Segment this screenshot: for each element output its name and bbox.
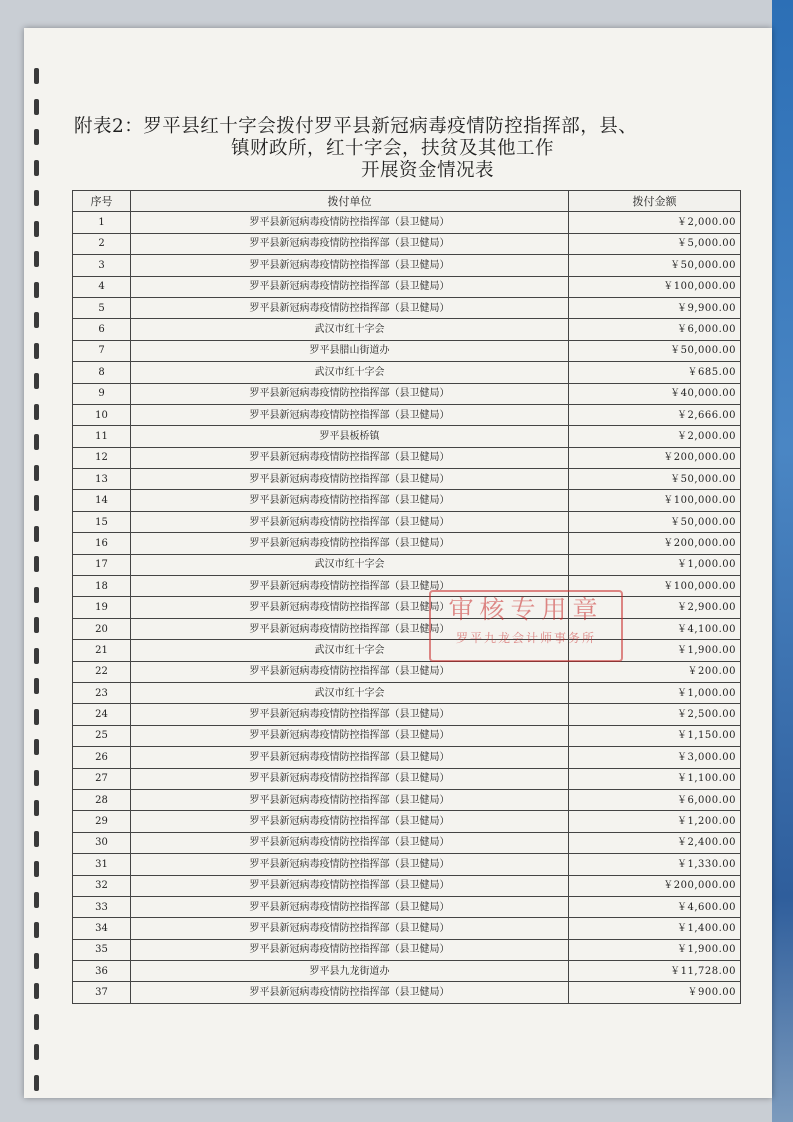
binding-hole	[34, 587, 39, 603]
binding-hole	[34, 221, 39, 237]
binding-hole	[34, 434, 39, 450]
stamp-title: 审核专用章	[448, 595, 604, 624]
table-row	[73, 854, 741, 875]
row-index: 7	[73, 340, 131, 361]
row-recipient: 罗平县新冠病毒疫情防控指挥部（县卫健局）	[131, 725, 569, 746]
row-amount: ￥1,900.00	[569, 640, 741, 661]
row-index: 8	[73, 362, 131, 383]
binding-hole	[34, 770, 39, 786]
row-index: 2	[73, 233, 131, 254]
binding-hole	[34, 648, 39, 664]
row-amount: ￥6,000.00	[569, 789, 741, 810]
binding-hole	[34, 1014, 39, 1030]
row-amount: ￥2,900.00	[569, 597, 741, 618]
row-amount: ￥9,900.00	[569, 297, 741, 318]
row-amount: ￥50,000.00	[569, 511, 741, 532]
row-recipient: 武汉市红十字会	[131, 554, 569, 575]
table-row	[73, 533, 741, 554]
row-index: 22	[73, 661, 131, 682]
binding-hole	[34, 373, 39, 389]
binding-hole	[34, 251, 39, 267]
row-amount: ￥1,000.00	[569, 554, 741, 575]
row-recipient: 武汉市红十字会	[131, 682, 569, 703]
table-row	[73, 875, 741, 896]
row-index: 26	[73, 747, 131, 768]
row-amount: ￥11,728.00	[569, 961, 741, 982]
title-line-3: 开展资金情况表	[361, 160, 495, 181]
row-amount: ￥2,000.00	[569, 212, 741, 233]
stamp-firm: 罗平九龙会计师事务所	[455, 631, 596, 645]
row-recipient: 武汉市红十字会	[131, 319, 569, 340]
row-amount: ￥2,000.00	[569, 426, 741, 447]
audit-stamp	[429, 590, 623, 662]
background-edge	[772, 0, 793, 1122]
row-index: 13	[73, 469, 131, 490]
row-amount: ￥2,666.00	[569, 404, 741, 425]
row-amount: ￥3,000.00	[569, 747, 741, 768]
row-recipient: 罗平县新冠病毒疫情防控指挥部（县卫健局）	[131, 490, 569, 511]
row-amount: ￥50,000.00	[569, 255, 741, 276]
table-row	[73, 426, 741, 447]
binding-hole	[34, 892, 39, 908]
row-recipient: 罗平县新冠病毒疫情防控指挥部（县卫健局）	[131, 597, 569, 618]
binding-hole	[34, 678, 39, 694]
row-recipient: 罗平县新冠病毒疫情防控指挥部（县卫健局）	[131, 982, 569, 1003]
binding-hole	[34, 739, 39, 755]
row-index: 18	[73, 576, 131, 597]
row-recipient: 罗平县新冠病毒疫情防控指挥部（县卫健局）	[131, 233, 569, 254]
row-index: 11	[73, 426, 131, 447]
table-row	[73, 319, 741, 340]
row-amount: ￥1,150.00	[569, 725, 741, 746]
row-index: 31	[73, 854, 131, 875]
row-index: 24	[73, 704, 131, 725]
binding-hole	[34, 617, 39, 633]
row-index: 17	[73, 554, 131, 575]
row-index: 20	[73, 618, 131, 639]
binding-hole	[34, 68, 39, 84]
row-recipient: 罗平县新冠病毒疫情防控指挥部（县卫健局）	[131, 811, 569, 832]
row-amount: ￥685.00	[569, 362, 741, 383]
binding-holes	[34, 68, 42, 1098]
row-amount: ￥200,000.00	[569, 533, 741, 554]
binding-hole	[34, 129, 39, 145]
row-recipient: 武汉市红十字会	[131, 362, 569, 383]
row-index: 19	[73, 597, 131, 618]
row-index: 14	[73, 490, 131, 511]
table-row	[73, 618, 741, 639]
table-row	[73, 276, 741, 297]
row-index: 16	[73, 533, 131, 554]
header-amount: 拨付金额	[569, 191, 741, 212]
binding-hole	[34, 465, 39, 481]
row-index: 33	[73, 896, 131, 917]
table-row	[73, 661, 741, 682]
row-recipient: 罗平县新冠病毒疫情防控指挥部（县卫健局）	[131, 576, 569, 597]
row-recipient: 罗平县新冠病毒疫情防控指挥部（县卫健局）	[131, 255, 569, 276]
row-index: 15	[73, 511, 131, 532]
row-amount: ￥200,000.00	[569, 875, 741, 896]
table-row	[73, 725, 741, 746]
binding-hole	[34, 1075, 39, 1091]
row-amount: ￥1,400.00	[569, 918, 741, 939]
table-row	[73, 896, 741, 917]
row-index: 4	[73, 276, 131, 297]
row-amount: ￥4,100.00	[569, 618, 741, 639]
row-recipient: 罗平县新冠病毒疫情防控指挥部（县卫健局）	[131, 511, 569, 532]
header-index: 序号	[73, 191, 131, 212]
table-row	[73, 682, 741, 703]
row-index: 3	[73, 255, 131, 276]
row-recipient: 罗平县新冠病毒疫情防控指挥部（县卫健局）	[131, 854, 569, 875]
header-recipient: 拨付单位	[131, 191, 569, 212]
table-header-row	[73, 191, 741, 212]
row-recipient: 罗平县新冠病毒疫情防控指挥部（县卫健局）	[131, 404, 569, 425]
row-index: 34	[73, 918, 131, 939]
table-row	[73, 961, 741, 982]
table-row	[73, 982, 741, 1003]
table-row	[73, 233, 741, 254]
row-recipient: 罗平县板桥镇	[131, 426, 569, 447]
row-recipient: 罗平县新冠病毒疫情防控指挥部（县卫健局）	[131, 747, 569, 768]
row-index: 32	[73, 875, 131, 896]
row-recipient: 罗平县新冠病毒疫情防控指挥部（县卫健局）	[131, 469, 569, 490]
row-amount: ￥50,000.00	[569, 340, 741, 361]
table-row	[73, 704, 741, 725]
binding-hole	[34, 861, 39, 877]
table-row	[73, 576, 741, 597]
row-recipient: 罗平县新冠病毒疫情防控指挥部（县卫健局）	[131, 939, 569, 960]
binding-hole	[34, 1044, 39, 1060]
row-amount: ￥6,000.00	[569, 319, 741, 340]
title-line-2: 镇财政所，红十字会，扶贫及其他工作	[231, 138, 555, 159]
row-amount: ￥2,500.00	[569, 704, 741, 725]
table-row	[73, 297, 741, 318]
table-row	[73, 490, 741, 511]
row-recipient: 罗平县新冠病毒疫情防控指挥部（县卫健局）	[131, 918, 569, 939]
table-row	[73, 212, 741, 233]
table-row	[73, 383, 741, 404]
row-amount: ￥1,000.00	[569, 682, 741, 703]
row-amount: ￥1,330.00	[569, 854, 741, 875]
row-index: 29	[73, 811, 131, 832]
table-row	[73, 511, 741, 532]
document-page	[24, 28, 772, 1098]
row-index: 27	[73, 768, 131, 789]
row-recipient: 罗平县新冠病毒疫情防控指挥部（县卫健局）	[131, 297, 569, 318]
row-amount: ￥1,200.00	[569, 811, 741, 832]
row-recipient: 罗平县新冠病毒疫情防控指挥部（县卫健局）	[131, 704, 569, 725]
row-index: 10	[73, 404, 131, 425]
row-recipient: 罗平县腊山街道办	[131, 340, 569, 361]
table-row	[73, 554, 741, 575]
row-index: 23	[73, 682, 131, 703]
row-recipient: 罗平县九龙街道办	[131, 961, 569, 982]
table-row	[73, 255, 741, 276]
row-index: 9	[73, 383, 131, 404]
row-amount: ￥40,000.00	[569, 383, 741, 404]
row-amount: ￥100,000.00	[569, 576, 741, 597]
table-row	[73, 918, 741, 939]
row-index: 30	[73, 832, 131, 853]
table-row	[73, 404, 741, 425]
table-row	[73, 640, 741, 661]
binding-hole	[34, 312, 39, 328]
row-index: 1	[73, 212, 131, 233]
row-amount: ￥1,900.00	[569, 939, 741, 960]
binding-hole	[34, 922, 39, 938]
table-row	[73, 811, 741, 832]
binding-hole	[34, 709, 39, 725]
row-index: 12	[73, 447, 131, 468]
binding-hole	[34, 160, 39, 176]
binding-hole	[34, 495, 39, 511]
title-line-1: 附表2：罗平县红十字会拨付罗平县新冠病毒疫情防控指挥部，县、	[74, 116, 638, 137]
table-row	[73, 789, 741, 810]
row-amount: ￥2,400.00	[569, 832, 741, 853]
row-recipient: 罗平县新冠病毒疫情防控指挥部（县卫健局）	[131, 533, 569, 554]
table-row	[73, 597, 741, 618]
table-row	[73, 832, 741, 853]
binding-hole	[34, 983, 39, 999]
table-row	[73, 747, 741, 768]
table-row	[73, 362, 741, 383]
row-index: 36	[73, 961, 131, 982]
binding-hole	[34, 831, 39, 847]
row-recipient: 武汉市红十字会	[131, 640, 569, 661]
row-index: 6	[73, 319, 131, 340]
document-title	[74, 116, 724, 182]
binding-hole	[34, 99, 39, 115]
row-recipient: 罗平县新冠病毒疫情防控指挥部（县卫健局）	[131, 832, 569, 853]
row-amount: ￥100,000.00	[569, 490, 741, 511]
binding-hole	[34, 556, 39, 572]
row-recipient: 罗平县新冠病毒疫情防控指挥部（县卫健局）	[131, 447, 569, 468]
table-row	[73, 469, 741, 490]
row-amount: ￥200,000.00	[569, 447, 741, 468]
binding-hole	[34, 343, 39, 359]
binding-hole	[34, 190, 39, 206]
row-index: 25	[73, 725, 131, 746]
binding-hole	[34, 953, 39, 969]
row-recipient: 罗平县新冠病毒疫情防控指挥部（县卫健局）	[131, 768, 569, 789]
table-row	[73, 768, 741, 789]
row-amount: ￥5,000.00	[569, 233, 741, 254]
funds-table	[72, 190, 741, 1004]
row-recipient: 罗平县新冠病毒疫情防控指挥部（县卫健局）	[131, 875, 569, 896]
row-index: 21	[73, 640, 131, 661]
row-amount: ￥900.00	[569, 982, 741, 1003]
row-index: 28	[73, 789, 131, 810]
row-recipient: 罗平县新冠病毒疫情防控指挥部（县卫健局）	[131, 896, 569, 917]
binding-hole	[34, 404, 39, 420]
table-row	[73, 939, 741, 960]
row-recipient: 罗平县新冠病毒疫情防控指挥部（县卫健局）	[131, 661, 569, 682]
row-index: 35	[73, 939, 131, 960]
row-recipient: 罗平县新冠病毒疫情防控指挥部（县卫健局）	[131, 212, 569, 233]
table-row	[73, 447, 741, 468]
row-amount: ￥1,100.00	[569, 768, 741, 789]
binding-hole	[34, 800, 39, 816]
binding-hole	[34, 282, 39, 298]
row-amount: ￥100,000.00	[569, 276, 741, 297]
row-amount: ￥50,000.00	[569, 469, 741, 490]
row-recipient: 罗平县新冠病毒疫情防控指挥部（县卫健局）	[131, 618, 569, 639]
row-recipient: 罗平县新冠病毒疫情防控指挥部（县卫健局）	[131, 789, 569, 810]
row-index: 37	[73, 982, 131, 1003]
row-amount: ￥4,600.00	[569, 896, 741, 917]
row-recipient: 罗平县新冠病毒疫情防控指挥部（县卫健局）	[131, 276, 569, 297]
row-amount: ￥200.00	[569, 661, 741, 682]
row-recipient: 罗平县新冠病毒疫情防控指挥部（县卫健局）	[131, 383, 569, 404]
table-row	[73, 340, 741, 361]
binding-hole	[34, 526, 39, 542]
row-index: 5	[73, 297, 131, 318]
